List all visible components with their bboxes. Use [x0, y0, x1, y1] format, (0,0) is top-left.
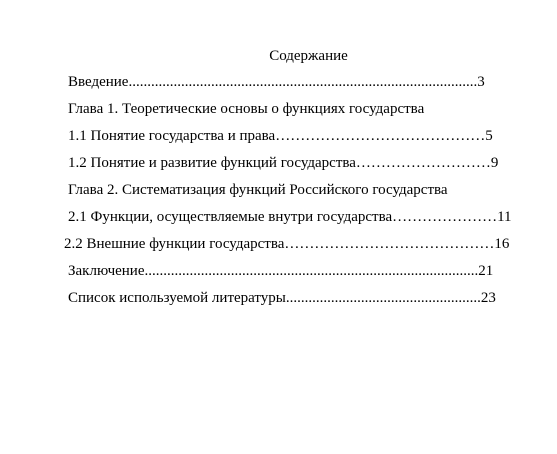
toc-entry-section-2-2: 2.2 Внешние функции государства……………………………………16 — [64, 236, 510, 252]
toc-entry-section-1-1: 1.1 Понятие государства и права……………………………………5 — [68, 128, 493, 144]
toc-entry-chapter-2: Глава 2. Систематизация функций Российского государства — [68, 182, 448, 198]
toc-entry-section-2-1: 2.1 Функции, осуществляемые внутри государства…………………11 — [68, 209, 512, 225]
toc-entry-section-1-2: 1.2 Понятие и развитие функций государства………………………9 — [68, 155, 499, 171]
toc-entry-conclusion: Заключение.........................................................................................21 — [68, 263, 494, 279]
toc-entry-bibliography: Список используемой литературы....................................................23 — [68, 290, 496, 306]
toc-title: Содержание — [269, 48, 348, 64]
toc-entry-chapter-1: Глава 1. Теоретические основы о функциях государства — [68, 101, 425, 117]
toc-entry-introduction: Введение.............................................................................................3 — [68, 74, 485, 90]
